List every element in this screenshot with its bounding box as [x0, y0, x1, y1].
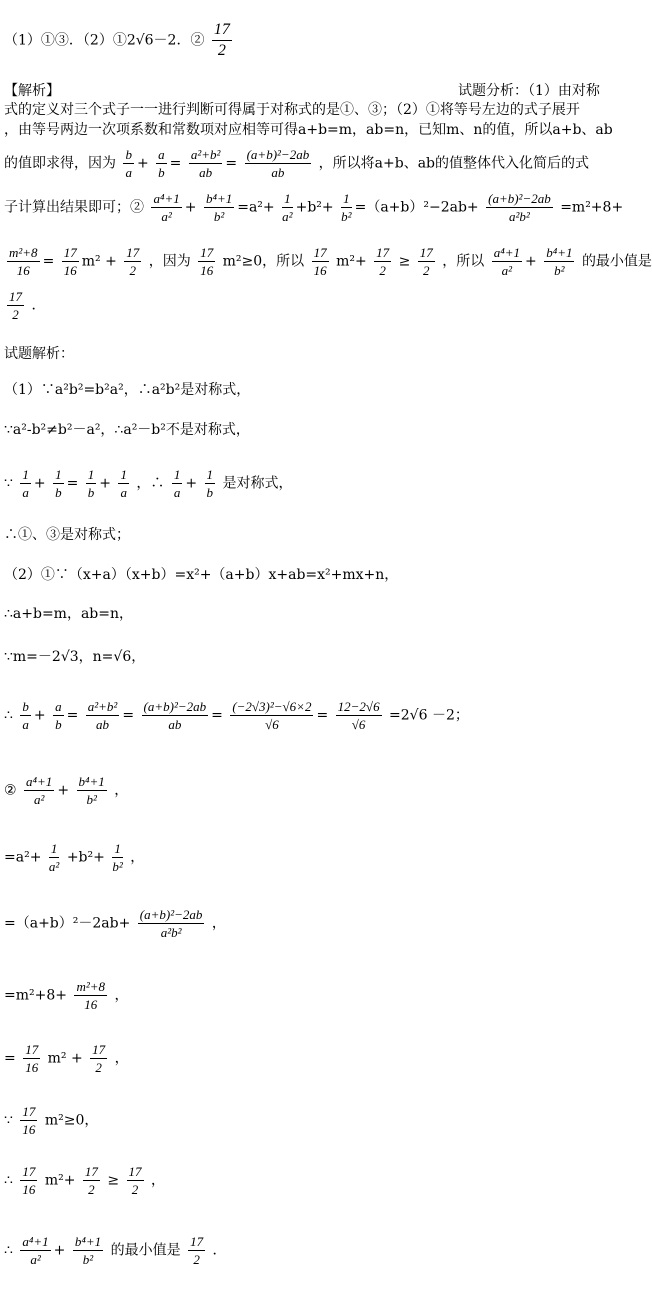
solution-line-14: ∵ $\frac{17}{16}$ m²≥0，	[4, 1104, 99, 1137]
answer-fraction: $\frac{17}{2}$	[213, 21, 230, 59]
solution-line-5: （2）①∵（x+a）（x+b）=x²+（a+b）x+ab=x²+mx+n，	[4, 567, 399, 583]
analysis-line-6: $\frac{17}{2}$ ．	[9, 289, 46, 322]
solution-line-9: ② $\frac{\text{a⁴+1}}{\text{a²}}$ + $\frac{\text{b⁴+1}}{\text{b²}}$ ，	[4, 774, 129, 807]
analysis-heading: 试题分析：（1）由对称	[458, 83, 600, 99]
analysis-line-2: ，由等号两边一次项系数和常数项对应相等可得a+b=m，ab=n，已知m、n的值，所以a+b、ab	[4, 122, 613, 138]
solution-line-11: =（a+b）²－2ab+ $\frac{\text{(a+b)²−2ab}}{\text{a²b²}}$ ，	[4, 907, 226, 940]
solution-line-8: ∴ $\frac{b}{a}$ + $\frac{a}{b}$ = $\frac{\text{a²+b²}}{ab}$ = $\frac{\text{(a+b)²−2ab}}{ab}$ = $\frac{\text{(−2√3)²−√6×2}}{√6}$ = $\frac{12-2√6}{√6}$ =2√6 －2；	[4, 699, 469, 732]
analysis-line-3: 的值即求得，因为 $\frac{b}{a}$ + $\frac{a}{b}$ = $\frac{\text{a²+b²}}{ab}$ = $\frac{\text{(a+b)²−2ab}}{ab}$ ，所以将a+b、ab的值整体代入化简后的式	[4, 147, 590, 180]
analysis-line-5: $\frac{\text{m²+8}}{16}$ = $\frac{17}{16}$ m² + $\frac{17}{2}$ ，因为 $\frac{17}{16}$ m²≥0，所以 $\frac{17}{16}$ m²+ $\frac{17}{2}$ ≥ $\frac{17}{2}$ ，所以 $\frac{\text{a⁴+1}}{\text{a²}}$ + $\frac{\text{b⁴+1}}{\text{b²}}$ 的最小值是	[9, 245, 652, 278]
solution-line-12: =m²+8+ $\frac{\text{m²+8}}{16}$ ，	[4, 979, 129, 1012]
solution-line-4: ∴①、③是对称式；	[4, 527, 130, 543]
solution-title: 试题解析：	[4, 346, 74, 362]
solution-line-2: ∵a²-b²≠b²－a²，∴a²－b²不是对称式，	[4, 422, 250, 438]
solution-line-6: ∴a+b=m，ab=n，	[4, 606, 134, 622]
analysis-tag: 【解析】	[4, 83, 60, 99]
analysis-line-4: 子计算出结果即可；② $\frac{\text{a⁴+1}}{\text{a²}}$ + $\frac{\text{b⁴+1}}{\text{b²}}$ =a²+ $\frac{1}{\text{a²}}$ +b²+ $\frac{1}{\text{b²}}$ =（a+b）²−2ab+ $\frac{\text{(a+b)²−2ab}}{\text{a²b²}}$ =m²+8+	[4, 191, 624, 224]
answer-text: （1）①③．（2）①2√6－2．②	[4, 32, 205, 49]
solution-line-10: =a²+ $\frac{1}{\text{a²}}$ +b²+ $\frac{1}{\text{b²}}$ ，	[4, 841, 145, 874]
analysis-line-1: 式的定义对三个式子一一进行判断可得属于对称式的是①、③；（2）①将等号左边的式子展开	[4, 102, 580, 118]
solution-line-16: ∴ $\frac{\text{a⁴+1}}{\text{a²}}$ + $\frac{\text{b⁴+1}}{\text{b²}}$ 的最小值是 $\frac{17}{2}$ ．	[4, 1234, 227, 1267]
solution-line-15: ∴ $\frac{17}{16}$ m²+ $\frac{17}{2}$ ≥ $\frac{17}{2}$ ，	[4, 1164, 165, 1197]
solution-line-3: ∵ $\frac{1}{a}$ + $\frac{1}{b}$ = $\frac{1}{b}$ + $\frac{1}{a}$ ，∴ $\frac{1}{a}$ + $\frac{1}{b}$ 是对称式，	[4, 467, 293, 500]
solution-line-1: （1）∵a²b²=b²a²，∴a²b²是对称式，	[4, 382, 251, 398]
solution-line-13: = $\frac{17}{16}$ m² + $\frac{17}{2}$ ，	[4, 1042, 129, 1075]
answer-line	[4, 22, 235, 59]
solution-line-7: ∵m=－2√3，n=√6，	[4, 649, 146, 665]
